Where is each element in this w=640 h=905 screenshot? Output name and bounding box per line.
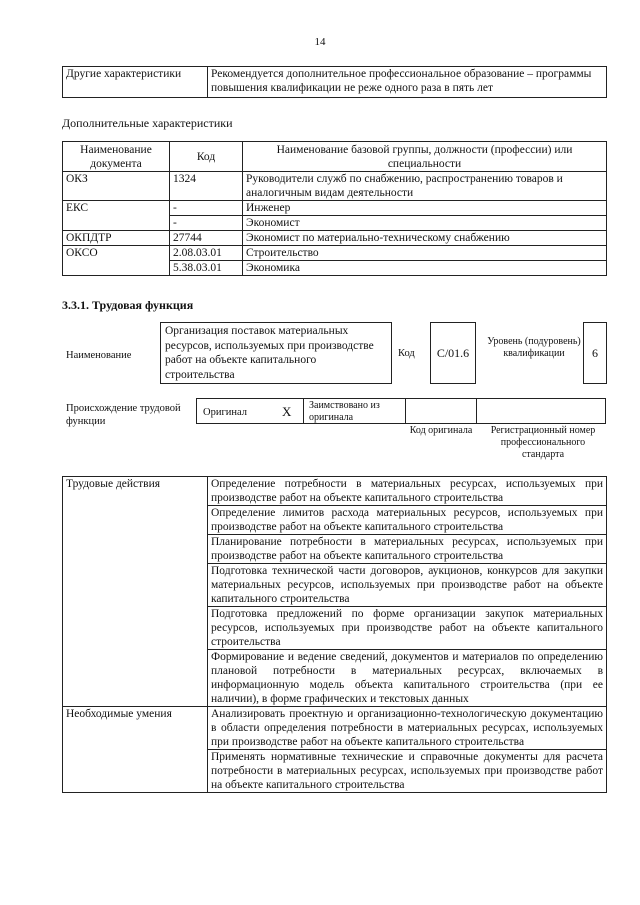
function-details-table <box>62 476 607 793</box>
reg-number-label: Регистрационный номер профессионального стандарта <box>490 425 596 460</box>
doc-cell: ЕКС <box>63 201 170 231</box>
action-item: Определение потребности в материальных ресурсах, используемых при производстве работ на объекте капитального строительства <box>208 477 607 506</box>
level-label: Уровень (подуровень) квалификации <box>487 336 581 359</box>
table-row <box>63 477 607 506</box>
name-cell: Руководители служб по снабжению, распространению товаров и аналогичным видам деятельности <box>243 172 607 201</box>
code-cell: - <box>170 201 243 216</box>
code-cell: 27744 <box>170 231 243 246</box>
table-row <box>63 707 607 750</box>
table-row <box>63 231 607 246</box>
code-label: Код <box>398 348 415 359</box>
code-cell: 1324 <box>170 172 243 201</box>
skill-item: Применять нормативные технические и справочные документы для расчета потребности в материальных ресурсах, используемых при производстве работ на объекте капитального строительства <box>208 750 607 793</box>
actions-label: Трудовые действия <box>63 477 208 707</box>
table-row <box>63 201 607 216</box>
name-cell: Инженер <box>243 201 607 216</box>
action-item: Подготовка технической части договоров, аукционов, конкурсов для закупки материальных ресурсов, используемых при производстве работ на объекте капитального строительства <box>208 564 607 607</box>
action-item: Определение лимитов расхода материальных ресурсов, используемых при производстве работ на объекте капитального строительства <box>208 506 607 535</box>
name-cell: Экономика <box>243 261 607 276</box>
doc-cell: ОКСО <box>63 246 170 276</box>
function-code-box: C/01.6 <box>430 322 476 384</box>
additional-characteristics-table <box>62 141 607 276</box>
code-cell: - <box>170 216 243 231</box>
skill-item: Анализировать проектную и организационно-технологическую документацию в области определения потребности в материальных ресурсах, используемых при производстве работ на объекте капитального строительства <box>208 707 607 750</box>
header-code: Код <box>170 142 243 172</box>
doc-cell: ОКПДТР <box>63 231 170 246</box>
name-label: Наименование <box>66 350 132 361</box>
name-cell: Экономист по материально-техническому снабжению <box>243 231 607 246</box>
action-item: Планирование потребности в материальных ресурсах, используемых при производстве работ на объекте капитального строительства <box>208 535 607 564</box>
code-cell: 2.08.03.01 <box>170 246 243 261</box>
original-mark: X <box>282 404 292 419</box>
code-cell: 5.38.03.01 <box>170 261 243 276</box>
other-characteristics-table <box>62 66 607 98</box>
other-characteristics-value: Рекомендуется дополнительное профессиональное образование – программы повышения квалификации не реже одного раза в пять лет <box>208 67 607 98</box>
page-number: 14 <box>314 36 326 48</box>
level-box: 6 <box>583 322 607 384</box>
name-cell: Строительство <box>243 246 607 261</box>
additional-characteristics-title: Дополнительные характеристики <box>62 116 233 130</box>
table-row <box>63 172 607 201</box>
name-cell: Экономист <box>243 216 607 231</box>
action-item: Подготовка предложений по форме организации закупок материальных ресурсов, используемых при производстве работ на объекте капитального строительства <box>208 607 607 650</box>
origin-label: Происхождение трудовой функции <box>66 403 181 427</box>
function-heading: 3.3.1. Трудовая функция <box>62 298 194 312</box>
code-original-label: Код оригинала <box>409 425 473 436</box>
action-item: Формирование и ведение сведений, документов и материалов по определению плановой потребности в материальных ресурсах, включаемых в информационную модель объекта капитального строительства (при ее наличии), в форме графических и текстовых данных <box>208 650 607 707</box>
header-group-name: Наименование базовой группы, должности (профессии) или специальности <box>243 142 607 172</box>
header-document: Наименование документа <box>63 142 170 172</box>
doc-cell: ОКЗ <box>63 172 170 201</box>
table-row <box>63 246 607 261</box>
function-name-box: Организация поставок материальных ресурсов, используемых при производстве работ на объекте капитального строительства <box>160 322 392 384</box>
skills-label: Необходимые умения <box>63 707 208 793</box>
other-characteristics-label: Другие характеристики <box>63 67 208 98</box>
original-label: Оригинал <box>203 407 247 418</box>
borrowed-label: Заимствовано из оригинала <box>309 400 380 423</box>
